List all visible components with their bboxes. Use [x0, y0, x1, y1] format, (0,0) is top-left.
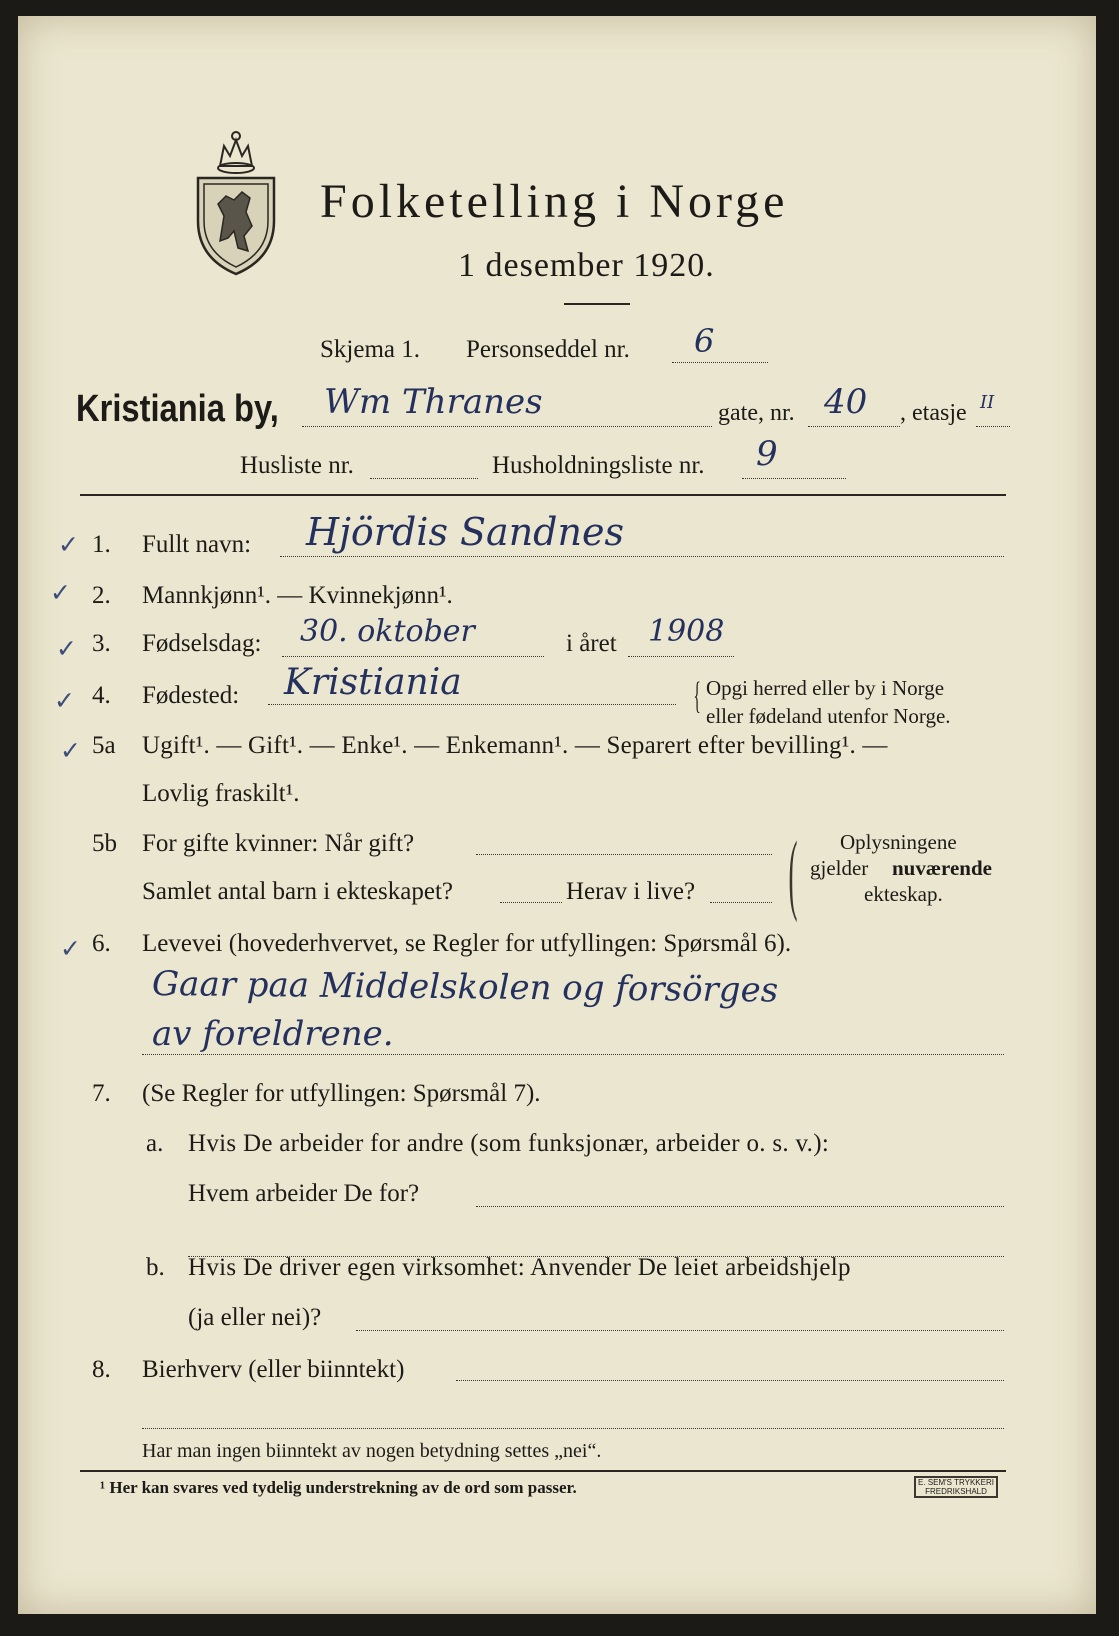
personseddel-field	[672, 362, 768, 363]
q7a-letter: a.	[146, 1130, 164, 1157]
q5a-line2: Lovlig fraskilt¹.	[142, 780, 300, 807]
q3-year-field	[628, 656, 734, 657]
house-nr-value: 40	[824, 382, 868, 422]
q7a-field	[476, 1206, 1004, 1207]
q5b-note-line2a: gjelder	[810, 856, 869, 880]
q7b-line2: (ja eller nei)?	[188, 1304, 322, 1331]
printer-stamp: E. SEM'S TRYKKERI FREDRIKSHALD	[914, 1476, 998, 1498]
q5b-children-field	[500, 902, 562, 903]
husliste-label: Husliste nr.	[240, 452, 354, 479]
q4-note-brace: {	[693, 675, 701, 717]
q7-number: 7.	[92, 1080, 111, 1107]
q5a-number: 5a	[92, 732, 116, 759]
q6-value-line2: av foreldrene.	[152, 1014, 394, 1054]
q4-number: 4.	[92, 682, 111, 709]
q7b-field	[356, 1330, 1004, 1331]
q6-check: ✓	[60, 934, 81, 963]
q5b-children-label: Samlet antal barn i ekteskapet?	[142, 878, 453, 905]
q8-note: Har man ingen biinntekt av nogen betydning settes „nei“.	[142, 1440, 602, 1462]
q4-note-line1: Opgi herred eller by i Norge	[706, 676, 945, 700]
q8-label: Bierhverv (eller biinntekt)	[142, 1356, 405, 1383]
q4-value: Kristiania	[284, 662, 462, 703]
q5a-line1: Ugift¹. — Gift¹. — Enke¹. — Enkemann¹. — Separert efter bevilling¹. —	[142, 732, 888, 759]
header-divider	[80, 494, 1006, 496]
q7-label: (Se Regler for utfyllingen: Spørsmål 7).	[142, 1080, 541, 1107]
q5b-note-line2b: nuværende	[892, 856, 992, 880]
skjema-label: Skjema 1.	[320, 336, 420, 363]
q6-value-line1: Gaar paa Middelskolen og forsörges	[151, 964, 779, 1011]
q7b-line1: Hvis De driver egen virksomhet: Anvender De leiet arbeidshjelp	[188, 1254, 851, 1281]
q1-number: 1.	[92, 531, 111, 558]
q5a-check: ✓	[60, 736, 81, 765]
house-nr-field	[808, 426, 900, 427]
q3-label: Fødselsdag:	[142, 630, 262, 657]
husholdning-label: Husholdningsliste nr.	[492, 452, 705, 479]
q5b-note-line1: Oplysningene	[840, 830, 957, 854]
personseddel-value: 6	[694, 322, 715, 360]
q4-check: ✓	[54, 686, 75, 715]
q7a-line1: Hvis De arbeider for andre (som funksjonær, arbeider o. s. v.):	[188, 1130, 830, 1157]
q5b-note-line3: ekteskap.	[864, 882, 943, 906]
q5b-line1: For gifte kvinner: Når gift?	[142, 830, 415, 857]
coat-of-arms-icon	[190, 126, 282, 276]
q6-field	[142, 1054, 1004, 1055]
etasje-label: , etasje	[900, 400, 967, 426]
q8-number: 8.	[92, 1356, 111, 1383]
q1-field	[280, 556, 1004, 557]
husholdning-value: 9	[756, 434, 778, 474]
q5b-number: 5b	[92, 830, 117, 857]
q3-date-value: 30. oktober	[300, 614, 475, 649]
footnote: ¹ Her kan svares ved tydelig understrekning av de ord som passer.	[100, 1478, 577, 1497]
city-label: Kristiania by,	[76, 388, 279, 430]
q6-number: 6.	[92, 930, 111, 957]
q2-check: ✓	[50, 578, 71, 607]
footer-divider	[80, 1470, 1006, 1472]
q4-field	[268, 704, 676, 705]
q3-date-field	[282, 656, 544, 657]
q2-label: Mannkjønn¹. — Kvinnekjønn¹.	[142, 582, 453, 609]
q3-check: ✓	[56, 634, 77, 663]
q7b-letter: b.	[146, 1254, 165, 1281]
personseddel-label: Personseddel nr.	[466, 336, 630, 363]
etasje-field	[976, 426, 1010, 427]
gate-nr-label: gate, nr.	[718, 400, 795, 426]
husliste-field	[370, 478, 478, 479]
q7a-line2: Hvem arbeider De for?	[188, 1180, 420, 1207]
q6-label: Levevei (hovederhvervet, se Regler for utfyllingen: Spørsmål 6).	[142, 930, 792, 957]
q5b-married-field	[476, 854, 772, 855]
form-title: Folketelling i Norge	[320, 175, 789, 228]
q8-field-extra	[142, 1428, 1004, 1429]
husholdning-field	[742, 478, 846, 479]
q4-label: Fødested:	[142, 682, 240, 709]
q5b-alive-label: Herav i live?	[566, 878, 696, 905]
census-date: 1 desember 1920.	[458, 247, 715, 284]
q3-year-label: i året	[566, 630, 617, 657]
q5b-alive-field	[710, 902, 772, 903]
q4-note-line2: eller fødeland utenfor Norge.	[706, 704, 951, 728]
q1-label: Fullt navn:	[142, 531, 252, 558]
street-field	[302, 426, 712, 427]
title-rule	[564, 303, 630, 305]
q3-year-value: 1908	[648, 614, 725, 649]
q8-field	[456, 1380, 1004, 1381]
q3-number: 3.	[92, 630, 111, 657]
q1-value: Hjördis Sandnes	[306, 510, 624, 554]
q5b-note-brace: (	[788, 824, 798, 923]
q1-check: ✓	[58, 530, 79, 559]
census-form	[18, 16, 1096, 1614]
q2-number: 2.	[92, 582, 111, 609]
street-value: Wm Thranes	[324, 382, 543, 422]
etasje-value: II	[980, 392, 995, 413]
